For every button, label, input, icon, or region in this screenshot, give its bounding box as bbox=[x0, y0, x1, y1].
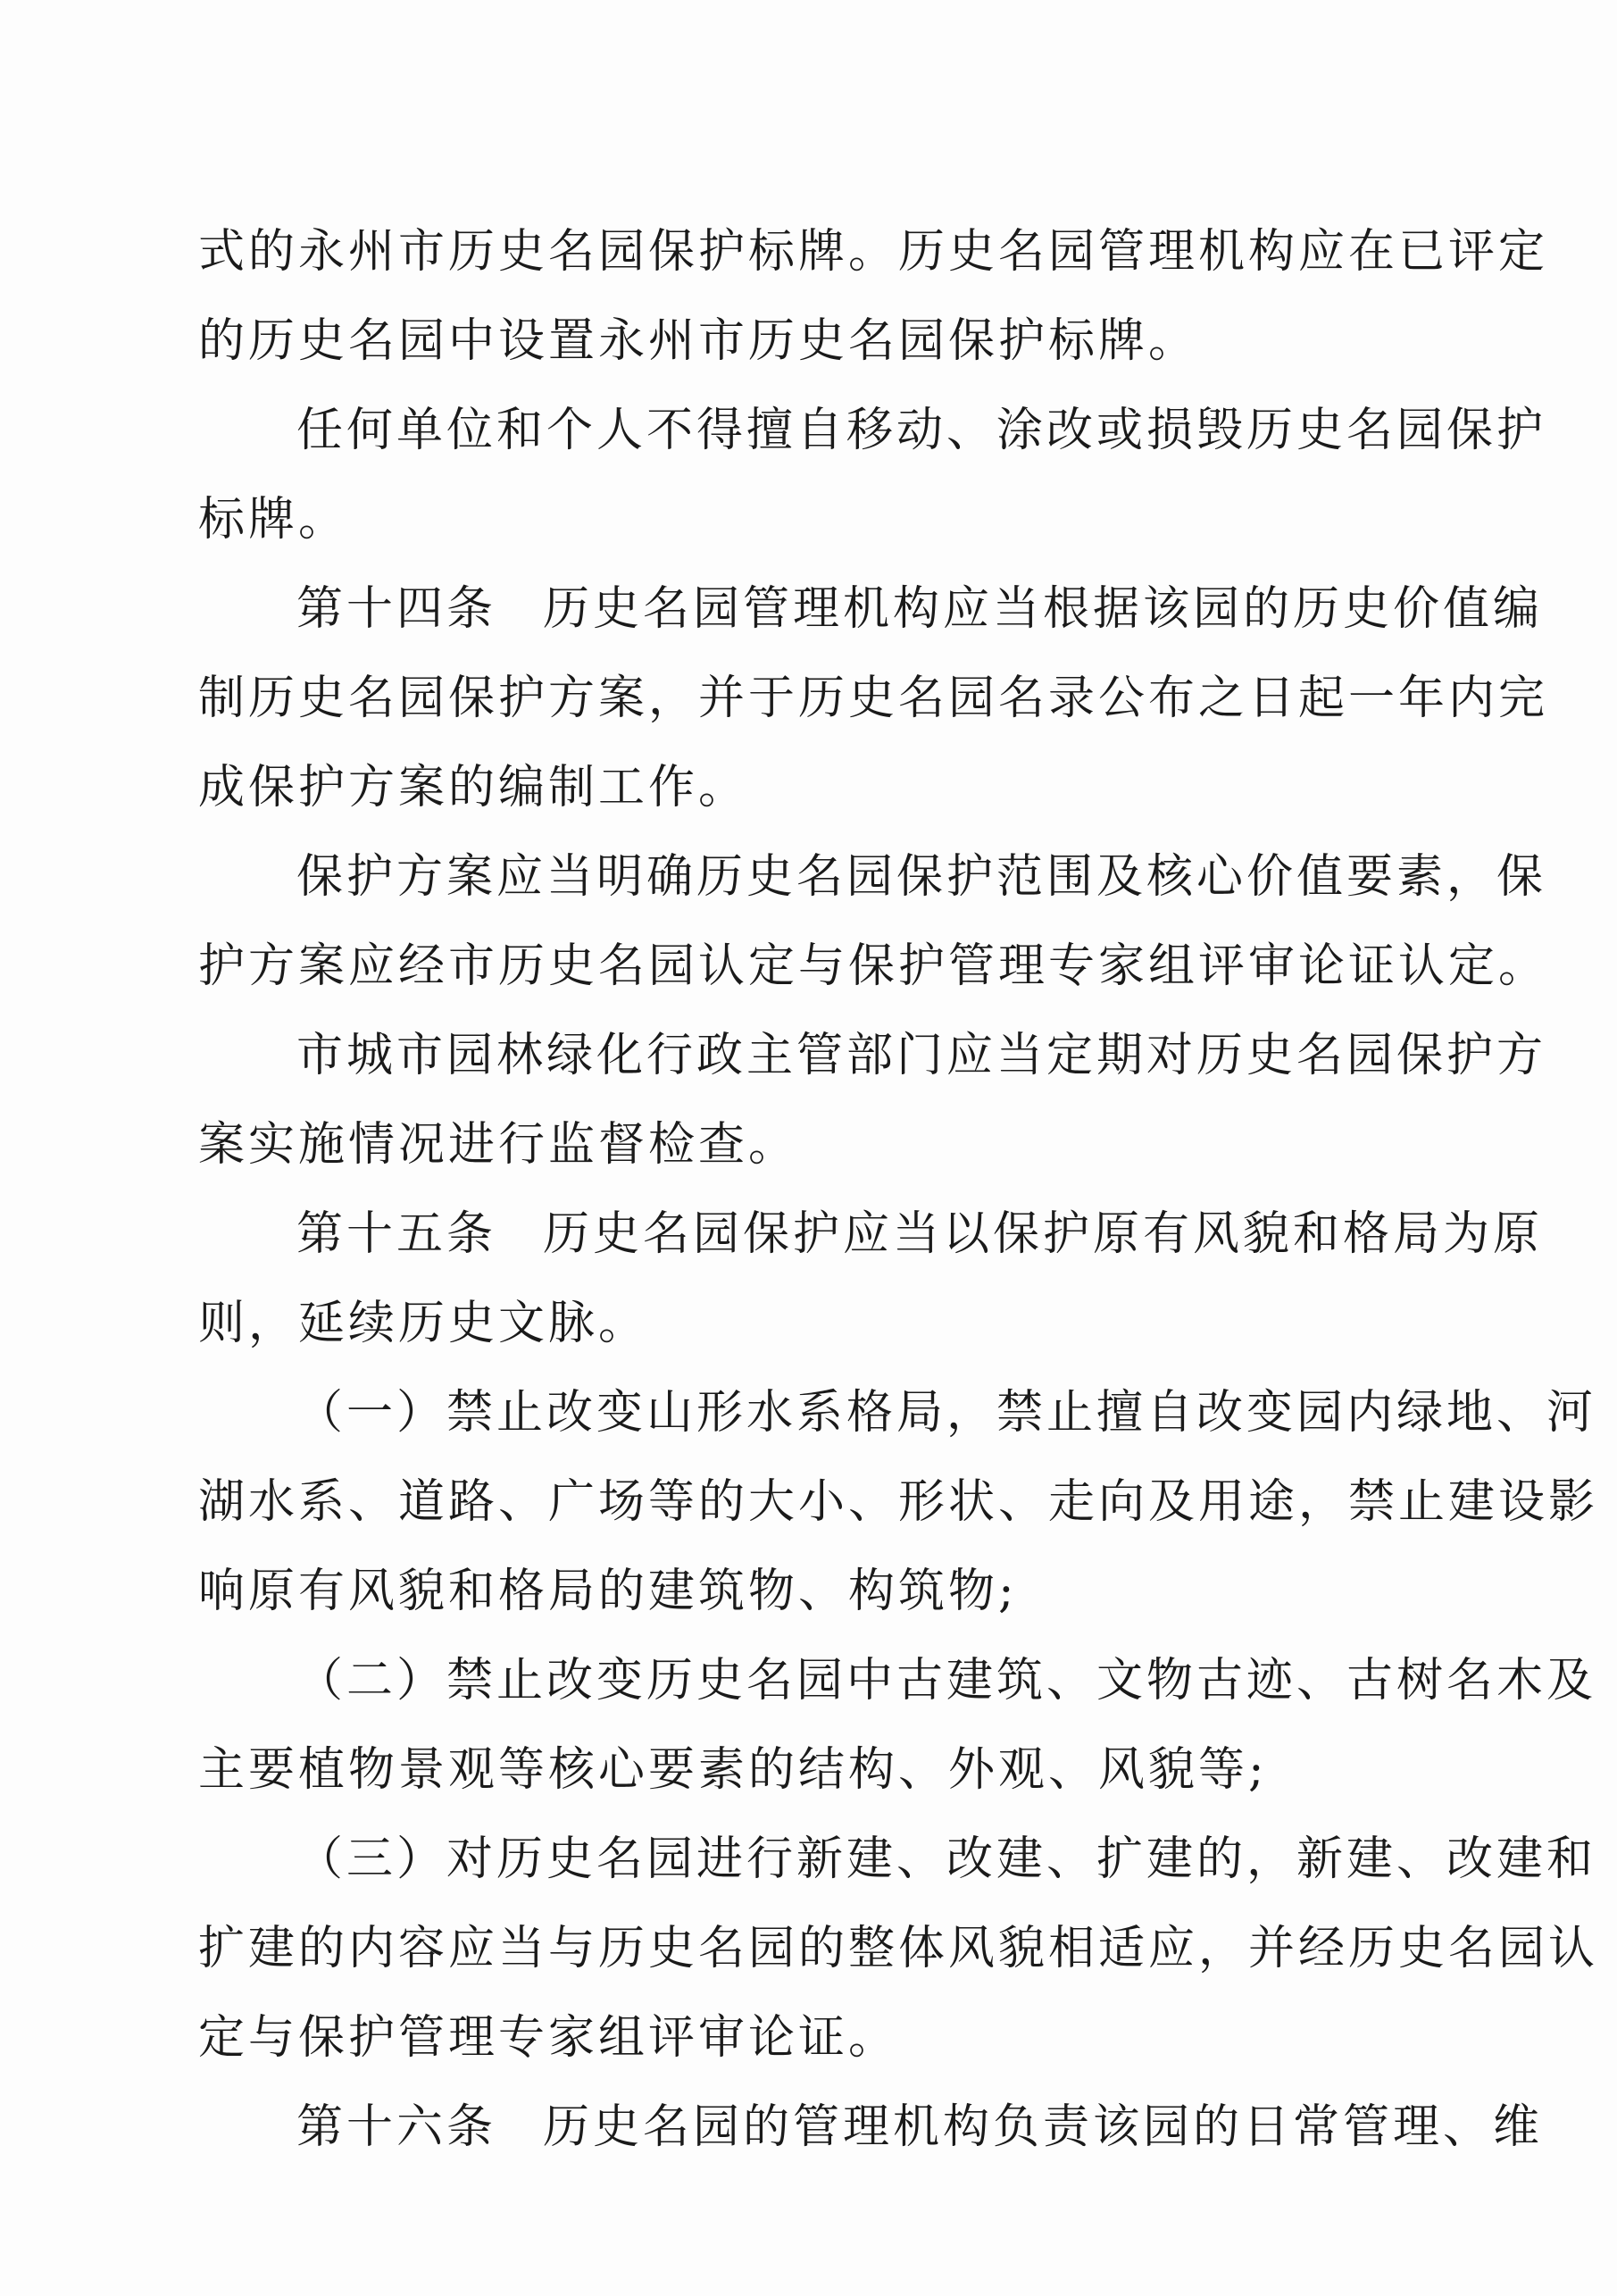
item-1-start: （一）禁止改变山形水系格局，禁止擅自改变园内绿地、河 bbox=[296, 1386, 1597, 1440]
text-line: 案实施情况进行监督检查。 bbox=[198, 1118, 799, 1172]
item-2-start: （二）禁止改变历史名园中古建筑、文物古迹、古树名木及 bbox=[296, 1654, 1597, 1707]
text-line: 成保护方案的编制工作。 bbox=[198, 761, 749, 814]
article-14-line bbox=[198, 564, 1544, 654]
text-line: 式的永州市历史名园保护标牌。历史名园管理机构应在已评定 bbox=[198, 225, 1549, 279]
text-line: 湖水系、道路、广场等的大小、形状、走向及用途，禁止建设影 bbox=[198, 1475, 1599, 1529]
article-15-text: 历史名园保护应当以保护原有风貌和格局为原 bbox=[543, 1207, 1544, 1261]
document-body bbox=[198, 207, 1599, 2172]
paragraph-start: 保护方案应当明确历史名园保护范围及核心价值要素，保 bbox=[296, 850, 1547, 904]
article-15-title: 第十五条 bbox=[296, 1207, 497, 1261]
article-14-title: 第十四条 bbox=[296, 582, 497, 636]
text-line: 响原有风貌和格局的建筑物、构筑物; bbox=[198, 1565, 1018, 1618]
text-line: 定与保护管理专家组评审论证。 bbox=[198, 2011, 899, 2065]
text-line: 标牌。 bbox=[198, 493, 349, 547]
text-line: 的历史名园中设置永州市历史名园保护标牌。 bbox=[198, 314, 1199, 368]
text-line: 制历史名园保护方案，并于历史名园名录公布之日起一年内完 bbox=[198, 672, 1549, 725]
article-16-text: 历史名园的管理机构负责该园的日常管理、维 bbox=[543, 2100, 1544, 2154]
article-14-text: 历史名园管理机构应当根据该园的历史价值编 bbox=[543, 582, 1544, 636]
item-3-start: （三）对历史名园进行新建、改建、扩建的，新建、改建和 bbox=[296, 1833, 1597, 1886]
text-line: 主要植物景观等核心要素的结构、外观、风貌等; bbox=[198, 1743, 1268, 1797]
article-16-line bbox=[198, 2083, 1544, 2172]
paragraph-start: 市城市园林绿化行政主管部门应当定期对历史名园保护方 bbox=[296, 1029, 1547, 1082]
article-15-line bbox=[198, 1190, 1544, 1279]
text-line: 护方案应经市历史名园认定与保护管理专家组评审论证认定。 bbox=[198, 939, 1549, 993]
text-line: 扩建的内容应当与历史名园的整体风貌相适应，并经历史名园认 bbox=[198, 1922, 1599, 1975]
paragraph-start: 任何单位和个人不得擅自移动、涂改或损毁历史名园保护 bbox=[296, 404, 1547, 457]
text-line: 则，延续历史文脉。 bbox=[198, 1297, 649, 1350]
article-16-title: 第十六条 bbox=[296, 2100, 497, 2154]
